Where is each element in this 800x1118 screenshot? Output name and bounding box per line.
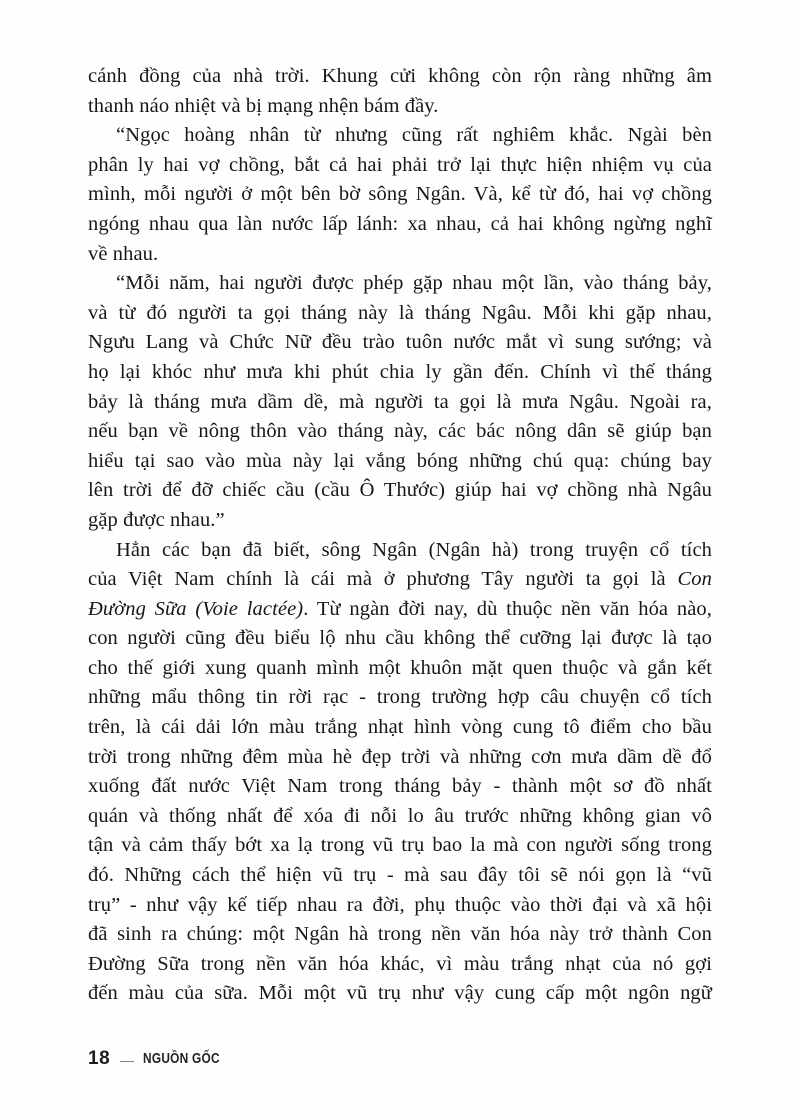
text-line xyxy=(88,920,712,950)
text-line xyxy=(88,62,712,92)
text-line xyxy=(88,240,712,270)
text-line xyxy=(88,565,712,595)
text-segment: cho thế giới xung quanh mình một khuôn mặt quen thuộc và gắn kết xyxy=(88,656,712,679)
text-line xyxy=(88,121,712,151)
text-line xyxy=(88,831,712,861)
text-line xyxy=(88,299,712,329)
text-segment: bảy là tháng mưa dầm dề, mà người ta gọi là mưa Ngâu. Ngoài ra, xyxy=(88,390,712,413)
text-segment: mình, mỗi người ở một bên bờ sông Ngân. Và, kể từ đó, hai vợ chồng xyxy=(88,183,712,206)
text-segment: đã sinh ra chúng: một Ngân hà trong nền văn hóa này trở thành Con xyxy=(88,923,712,946)
text-segment: ngóng nhau qua làn nước lấp lánh: xa nhau, cả hai không ngừng nghĩ xyxy=(88,212,712,235)
text-line xyxy=(88,447,712,477)
text-line xyxy=(88,180,712,210)
text-segment: trên, là cái dải lớn màu trắng nhạt hình vòng cung tô điểm cho bầu xyxy=(88,716,712,739)
text-segment: trời trong những đêm mùa hè đẹp trời và những cơn mưa dầm dề đổ xyxy=(88,745,712,768)
text-segment: của Việt Nam chính là cái mà ở phương Tây người ta gọi là xyxy=(88,568,678,591)
text-segment: đó. Những cách thể hiện vũ trụ - mà sau đây tôi sẽ nói gọn là “vũ xyxy=(88,864,712,887)
text-segment: “Ngọc hoàng nhân từ nhưng cũng rất nghiêm khắc. Ngài bèn xyxy=(116,124,712,147)
text-segment: thanh náo nhiệt và bị mạng nhện bám đầy. xyxy=(88,94,439,117)
text-line xyxy=(88,683,712,713)
text-segment: nếu bạn về nông thôn vào tháng này, các bác nông dân sẽ giúp bạn xyxy=(88,420,712,443)
footer-separator: — xyxy=(120,1052,135,1068)
text-line xyxy=(88,417,712,447)
text-segment: . Từ ngàn đời nay, dù thuộc nền văn hóa nào, xyxy=(303,597,712,620)
text-segment: trụ” - như vậy kế tiếp nhau ra đời, phụ thuộc vào thời đại và xã hội xyxy=(88,893,712,916)
text-segment: “Mỗi năm, hai người được phép gặp nhau một lần, vào tháng bảy, xyxy=(116,272,712,295)
paragraph xyxy=(88,536,712,1010)
text-segment: quán và thống nhất để xóa đi nỗi lo âu trước những không gian vô xyxy=(88,804,712,827)
text-segment: xuống đất nước Việt Nam trong tháng bảy - thành một sơ đồ nhất xyxy=(88,775,712,798)
text-line xyxy=(88,358,712,388)
text-line xyxy=(88,979,712,1009)
text-line xyxy=(88,772,712,802)
text-segment: Ngưu Lang và Chức Nữ đều trào tuôn nước mắt vì sung sướng; và xyxy=(88,331,712,354)
text-segment: Đường Sữa trong nền văn hóa khác, vì màu trắng nhạt của nó gợi xyxy=(88,952,712,975)
text-line xyxy=(88,151,712,181)
page-text xyxy=(88,62,712,1009)
text-line xyxy=(88,92,712,122)
text-segment: lên trời để đỡ chiếc cầu (cầu Ô Thước) giúp hai vợ chồng nhà Ngâu xyxy=(88,479,712,502)
text-line xyxy=(88,595,712,625)
italic-text-segment: Con xyxy=(677,568,712,591)
text-segment: và từ đó người ta gọi tháng này là tháng Ngâu. Mỗi khi gặp nhau, xyxy=(88,301,712,324)
page-number: 18 xyxy=(88,1048,111,1069)
text-line xyxy=(88,328,712,358)
paragraph xyxy=(88,269,712,535)
text-line xyxy=(88,654,712,684)
text-line xyxy=(88,713,712,743)
paragraph xyxy=(88,62,712,121)
text-segment: về nhau. xyxy=(88,242,159,265)
text-line xyxy=(88,210,712,240)
page-footer xyxy=(88,1048,237,1070)
text-segment: tận và cảm thấy bớt xa lạ trong vũ trụ bao la mà con người sống trong xyxy=(88,834,712,857)
italic-text-segment: Đường Sữa (Voie lactée) xyxy=(88,597,304,620)
text-line xyxy=(88,624,712,654)
text-segment: hiểu tại sao vào mùa này lại vắng bóng những chú quạ: chúng bay xyxy=(88,449,712,472)
text-line xyxy=(88,950,712,980)
text-line xyxy=(88,388,712,418)
paragraph xyxy=(88,121,712,269)
text-line xyxy=(88,802,712,832)
text-segment: những mẩu thông tin rời rạc - trong trường hợp câu chuyện cổ tích xyxy=(88,686,712,709)
running-title: NGUỒN GỐC xyxy=(143,1051,221,1067)
text-line xyxy=(88,506,712,536)
text-segment: phân ly hai vợ chồng, bắt cả hai phải trở lại thực hiện nhiệm vụ của xyxy=(88,153,712,176)
text-line xyxy=(88,476,712,506)
text-segment: gặp được nhau.” xyxy=(88,508,225,531)
text-segment: cánh đồng của nhà trời. Khung cửi không còn rộn ràng những âm xyxy=(88,65,712,87)
text-segment: đến màu của sữa. Mỗi một vũ trụ như vậy cung cấp một ngôn ngữ xyxy=(88,982,712,1005)
text-segment: con người cũng đều biểu lộ nhu cầu không thể cưỡng lại được là tạo xyxy=(88,627,712,650)
text-segment: Hẳn các bạn đã biết, sông Ngân (Ngân hà) trong truyện cổ tích xyxy=(116,538,712,561)
text-line xyxy=(88,536,712,566)
text-line xyxy=(88,743,712,773)
text-line xyxy=(88,269,712,299)
text-line xyxy=(88,861,712,891)
text-segment: họ lại khóc như mưa khi phút chia ly gần đến. Chính vì thế tháng xyxy=(88,360,712,383)
text-line xyxy=(88,891,712,921)
